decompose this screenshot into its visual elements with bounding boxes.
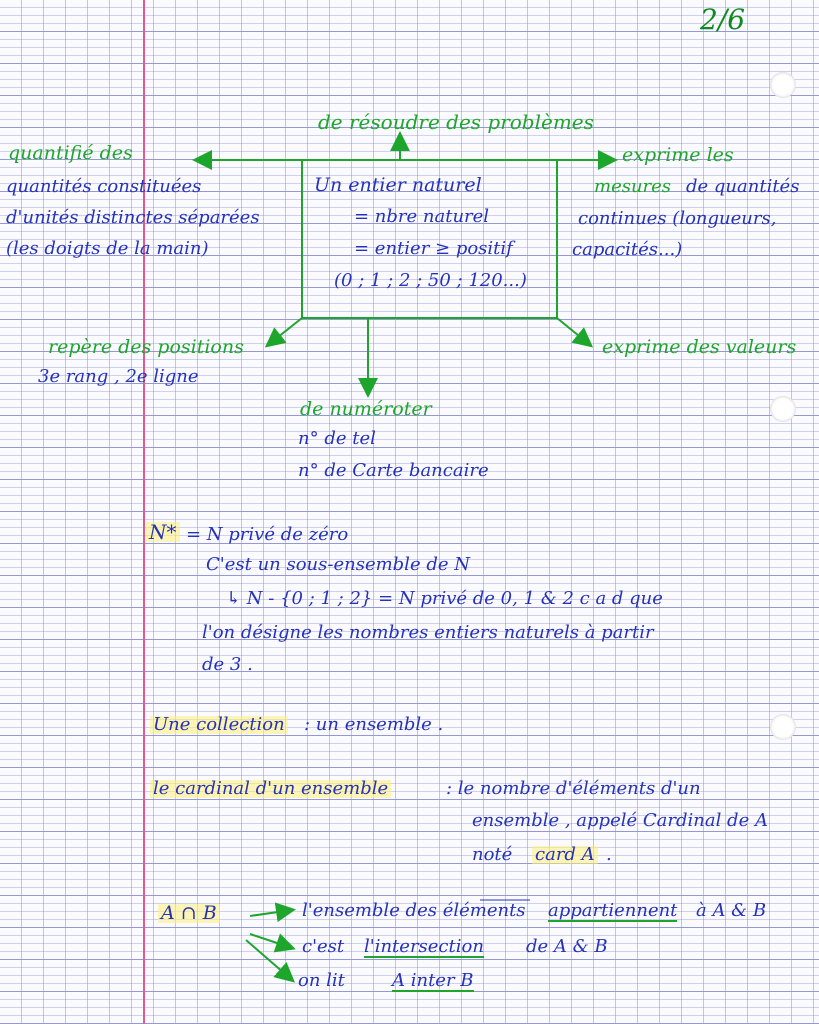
mindmap-right-line: continues (longueurs, — [578, 208, 777, 229]
nstar-line: ↳ N - {0 ; 1 ; 2} = N privé de 0, 1 & 2 c a d que — [226, 588, 663, 609]
mindmap-left-line: d'unités distinctes séparées — [6, 207, 260, 228]
mindmap-bottom-right: exprime des valeurs — [602, 336, 797, 358]
intersection-line3-prefix: on lit — [298, 970, 345, 991]
center-line: = nbre naturel — [354, 206, 490, 227]
intersection-line2-prefix: c'est — [302, 936, 345, 957]
mindmap-left-heading: quantifié des — [8, 142, 133, 164]
mindmap-right-keyword: mesures — [594, 176, 672, 197]
arrow-down-left — [268, 318, 302, 345]
mindmap-right-line: capacités...) — [572, 239, 683, 260]
cardinal-line3-prefix: noté — [472, 844, 513, 865]
center-line: = entier ≥ positif — [354, 238, 513, 259]
arrow-down-right — [557, 318, 590, 345]
center-line: Un entier naturel — [314, 174, 482, 196]
mindmap-left-line: quantités constituées — [6, 176, 202, 197]
cardinal-line2: ensemble , appelé Cardinal de A — [472, 810, 768, 831]
mindmap-bottom-heading: de numéroter — [300, 398, 432, 420]
mindmap-top-label: de résoudre des problèmes — [318, 110, 594, 134]
page-number: 2/6 — [700, 3, 746, 36]
mindmap-left-line: (les doigts de la main) — [6, 238, 209, 259]
arrow-intersection-1 — [250, 910, 292, 916]
arrow-intersection-2 — [250, 934, 292, 948]
intersection-line3-keyword: A inter B — [392, 970, 474, 991]
cardinal-line1: : le nombre d'éléments d'un — [446, 778, 701, 799]
nstar-line: de 3 . — [202, 654, 253, 675]
cardinal-notation: card A — [532, 846, 598, 864]
mindmap-bottom-left-heading: repère des positions — [48, 336, 244, 358]
mindmap-bottom-line: n° de Carte bancaire — [298, 460, 489, 481]
mindmap-bottom-left-line: 3e rang , 2e ligne — [38, 366, 199, 387]
intersection-line2-suffix: de A & B — [526, 936, 608, 957]
nstar-symbol: N* — [146, 522, 180, 542]
intersection-line1-prefix: l'ensemble des éléments — [302, 900, 526, 921]
mindmap-bottom-line: n° de tel — [298, 428, 376, 449]
nstar-line: C'est un sous-ensemble de N — [206, 554, 470, 575]
cardinal-term: le cardinal d'un ensemble — [150, 780, 391, 798]
nstar-definition: = N privé de zéro — [186, 524, 349, 545]
center-line: (0 ; 1 ; 2 ; 50 ; 120...) — [334, 270, 527, 291]
nstar-line: l'on désigne les nombres entiers naturels à partir — [202, 622, 654, 643]
mindmap-right-text: de quantités — [686, 176, 800, 197]
collection-definition: : un ensemble . — [304, 714, 444, 735]
intersection-symbol: A ∩ B — [158, 904, 220, 923]
collection-term: Une collection — [150, 716, 288, 734]
mindmap-right-heading: exprime les — [622, 144, 734, 166]
intersection-line1-keyword: appartiennent — [548, 900, 678, 921]
cardinal-line3-suffix: . — [606, 844, 612, 865]
intersection-line1-suffix: à A & B — [696, 900, 767, 921]
intersection-line2-keyword: l'intersection — [364, 936, 484, 957]
